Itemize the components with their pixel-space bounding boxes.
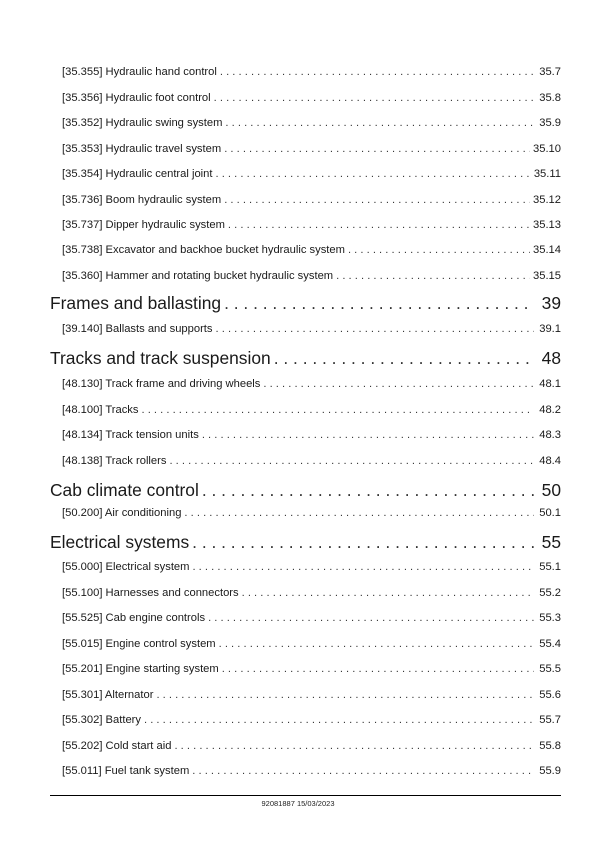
dot-leader <box>336 270 530 282</box>
dot-leader <box>192 532 534 553</box>
toc-entry-page: 55.7 <box>539 714 561 726</box>
dot-leader <box>263 378 534 390</box>
toc-entry-label: [35.737] Dipper hydraulic system <box>62 219 225 231</box>
toc-section-page: 55 <box>541 532 561 552</box>
toc-entry[interactable] <box>62 663 561 675</box>
toc-entry-page: 35.9 <box>539 117 561 129</box>
toc-entry[interactable] <box>62 92 561 104</box>
toc-section-label: Tracks and track suspension <box>50 348 271 368</box>
toc-entry[interactable] <box>62 561 561 573</box>
toc-entry[interactable] <box>62 270 561 282</box>
toc-entry-label: [55.525] Cab engine controls <box>62 612 206 624</box>
toc-entry-page: 48.3 <box>539 429 561 441</box>
toc-entry[interactable] <box>62 429 561 441</box>
toc-entry-page: 55.2 <box>539 587 561 599</box>
toc-entry[interactable] <box>62 455 561 467</box>
toc-entry-label: [35.353] Hydraulic travel system <box>62 143 222 155</box>
dot-leader <box>214 92 534 104</box>
toc-entry[interactable] <box>62 714 561 726</box>
toc-entry-label: [55.202] Cold start aid <box>62 740 172 752</box>
dot-leader <box>142 404 535 416</box>
toc-entry-page: 35.14 <box>533 244 561 256</box>
dot-leader <box>156 689 534 701</box>
toc-section-heading[interactable] <box>50 480 561 501</box>
toc-entry[interactable] <box>62 740 561 752</box>
dot-leader <box>216 323 534 335</box>
toc-entry-label: [55.100] Harnesses and connectors <box>62 587 239 599</box>
toc-entry-label: [48.100] Tracks <box>62 404 139 416</box>
toc-entry[interactable] <box>62 587 561 599</box>
toc-entry-label: [50.200] Air conditioning <box>62 507 182 519</box>
toc-entry-page: 35.11 <box>533 168 561 180</box>
toc-section-label: Cab climate control <box>50 480 199 500</box>
toc-entry-label: [35.352] Hydraulic swing system <box>62 117 223 129</box>
toc-entry-label: [48.138] Track rollers <box>62 455 167 467</box>
toc-entry-label: [35.356] Hydraulic foot control <box>62 92 211 104</box>
toc-entry-label: [48.130] Track frame and driving wheels <box>62 378 261 390</box>
dot-leader <box>192 561 534 573</box>
toc-entry[interactable] <box>62 638 561 650</box>
toc-entry-page: 55.6 <box>539 689 561 701</box>
toc-entry-label: [35.738] Excavator and backhoe bucket hydraulic system <box>62 244 345 256</box>
toc-section-label: Frames and ballasting <box>50 293 222 313</box>
toc-entry-label: [55.000] Electrical system <box>62 561 190 573</box>
toc-entry-label: [35.355] Hydraulic hand control <box>62 66 217 78</box>
toc-section-heading[interactable] <box>50 293 561 314</box>
toc-entry-page: 35.12 <box>533 194 561 206</box>
dot-leader <box>224 194 530 206</box>
toc-entry-page: 39.1 <box>539 323 561 335</box>
toc-section-heading[interactable] <box>50 532 561 553</box>
toc-entry-page: 35.8 <box>539 92 561 104</box>
dot-leader <box>192 765 534 777</box>
toc-entry-page: 50.1 <box>539 507 561 519</box>
toc-entry[interactable] <box>62 117 561 129</box>
toc-entry-label: [55.301] Alternator <box>62 689 154 701</box>
dot-leader <box>202 429 534 441</box>
toc-entry[interactable] <box>62 689 561 701</box>
toc-section-page: 39 <box>541 293 561 313</box>
toc-entry[interactable] <box>62 323 561 335</box>
dot-leader <box>202 480 534 501</box>
toc-entry-page: 35.13 <box>533 219 561 231</box>
toc-entry-page: 55.5 <box>539 663 561 675</box>
dot-leader <box>169 455 534 467</box>
toc-entry-page: 35.10 <box>533 143 561 155</box>
toc-entry-label: [39.140] Ballasts and supports <box>62 323 213 335</box>
toc-entry[interactable] <box>62 168 561 180</box>
toc-entry-page: 55.3 <box>539 612 561 624</box>
toc-section-heading[interactable] <box>50 348 561 369</box>
dot-leader <box>144 714 534 726</box>
toc-entry[interactable] <box>62 507 561 519</box>
toc-entry-label: [48.134] Track tension units <box>62 429 199 441</box>
dot-leader <box>174 740 534 752</box>
toc-entry[interactable] <box>62 66 561 78</box>
toc-entry-label: [35.360] Hammer and rotating bucket hydraulic system <box>62 270 334 282</box>
dot-leader <box>184 507 534 519</box>
toc-entry-page: 48.2 <box>539 404 561 416</box>
toc-entry-page: 55.1 <box>539 561 561 573</box>
toc-entry[interactable] <box>62 219 561 231</box>
toc-entry-page: 48.1 <box>539 378 561 390</box>
toc-entry-page: 55.9 <box>539 765 561 777</box>
dot-leader <box>224 143 530 155</box>
toc-entry-label: [55.011] Fuel tank system <box>62 765 190 777</box>
toc-entry-label: [55.015] Engine control system <box>62 638 216 650</box>
toc-entry[interactable] <box>62 404 561 416</box>
toc-section-page: 48 <box>541 348 561 368</box>
dot-leader <box>242 587 534 599</box>
dot-leader <box>225 117 534 129</box>
dot-leader <box>228 219 530 231</box>
toc-entry-page: 35.15 <box>533 270 561 282</box>
dot-leader <box>224 293 534 314</box>
dot-leader <box>219 638 534 650</box>
toc-entry[interactable] <box>62 244 561 256</box>
toc-entry-label: [35.354] Hydraulic central joint <box>62 168 213 180</box>
toc-entry-page: 55.8 <box>539 740 561 752</box>
toc-entry-page: 55.4 <box>539 638 561 650</box>
dot-leader <box>216 168 531 180</box>
toc-entry-label: [55.201] Engine starting system <box>62 663 219 675</box>
toc-entry-label: [55.302] Battery <box>62 714 141 726</box>
dot-leader <box>220 66 534 78</box>
toc-section-label: Electrical systems <box>50 532 190 552</box>
dot-leader <box>222 663 534 675</box>
toc-section-page: 50 <box>541 480 561 500</box>
toc-entry-label: [35.736] Boom hydraulic system <box>62 194 222 206</box>
toc-entry[interactable] <box>62 378 561 390</box>
toc-entry[interactable] <box>62 765 561 777</box>
toc-entry[interactable] <box>62 612 561 624</box>
toc-entry[interactable] <box>62 143 561 155</box>
footer-doc-id: 92081887 15/03/2023 <box>261 799 335 808</box>
toc-entry[interactable] <box>62 194 561 206</box>
footer-divider <box>50 795 561 796</box>
toc-entry-page: 48.4 <box>539 455 561 467</box>
toc-entry-page: 35.7 <box>539 66 561 78</box>
dot-leader <box>208 612 534 624</box>
dot-leader <box>274 348 534 369</box>
dot-leader <box>348 244 530 256</box>
